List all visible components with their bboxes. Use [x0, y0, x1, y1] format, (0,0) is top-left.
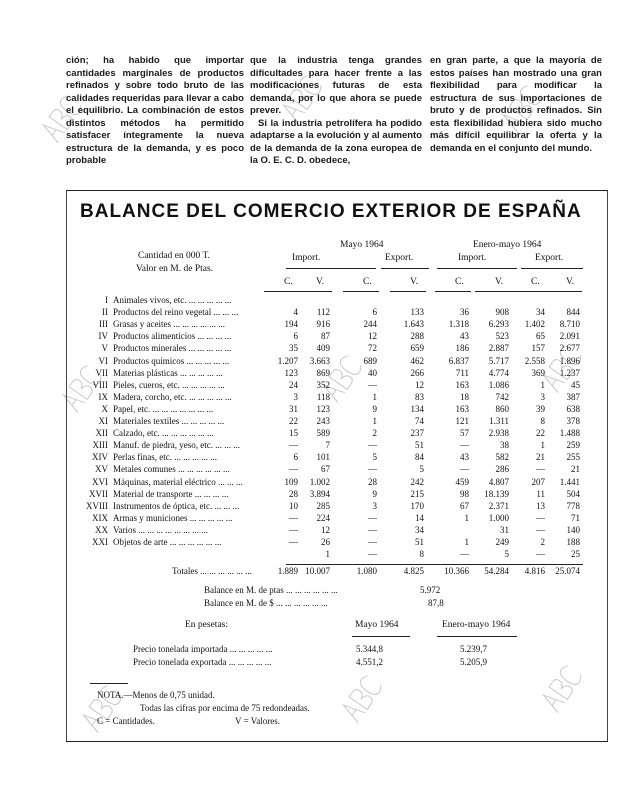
- cell-value: 504: [566, 488, 580, 499]
- cell-value: 43: [460, 331, 469, 342]
- cell-value: 25: [571, 549, 580, 560]
- rule: [296, 291, 332, 292]
- cell-value: 1: [372, 416, 377, 426]
- cell-value: 22: [289, 416, 298, 426]
- cell-value: 14: [415, 512, 424, 523]
- cell-value: 101: [316, 452, 330, 463]
- cell-value: 87: [321, 331, 330, 342]
- cell-value: 3.663: [309, 355, 330, 366]
- cell-value: 3: [372, 500, 377, 511]
- cell-value: 638: [566, 403, 580, 414]
- note: Todas las cifras por encima de 75 redondeadas.: [140, 703, 310, 713]
- cell-value: —: [368, 524, 377, 535]
- import-header: Import.: [292, 253, 321, 263]
- table-row: [80, 452, 590, 463]
- cell-value: 12: [415, 379, 424, 390]
- paragraph: ción; ha habido que importar cantidades marginales de productos refinados y sobre todo bruto de las calidades requeridas para llevar a cabo el equilibrio. La combinación de estos distintos métodos ha permitido satisfacer íntegramente la nueva estructura de la demanda, y es poco probable: [66, 55, 244, 166]
- table-title: BALANCE DEL COMERCIO EXTERIOR DE ESPAÑA: [80, 201, 582, 222]
- cell-value: —: [460, 440, 469, 451]
- cell-value: 778: [566, 500, 580, 511]
- cell-value: 121: [455, 416, 469, 426]
- table-row: [80, 392, 590, 403]
- row-label: Máquinas, material eléctrico ... ... ...: [113, 476, 243, 487]
- cell-value: 711: [455, 367, 469, 378]
- rule: [264, 291, 300, 292]
- row-label: Instrumentos de óptica, etc. ... ... ...: [113, 500, 240, 511]
- cell-value: 4.774: [488, 367, 509, 378]
- cell-value: —: [289, 524, 298, 535]
- cell-value: 286: [495, 464, 509, 475]
- cell-value: 1: [540, 379, 545, 390]
- row-number: IX: [98, 391, 108, 402]
- cell-value: 34: [536, 307, 545, 318]
- row-label: Varios ... ... ... ... ... ... ... ...: [113, 524, 208, 535]
- cell-value: 1.896: [559, 355, 580, 366]
- cell-value: 244: [363, 319, 377, 330]
- row-number: XX: [95, 524, 108, 535]
- cell-value: 188: [566, 537, 580, 547]
- divider: [66, 741, 608, 742]
- cell-value: 266: [410, 367, 424, 378]
- cell-value: 51: [415, 537, 424, 547]
- cell-value: —: [289, 464, 298, 475]
- cell-value: 13: [536, 500, 545, 511]
- cell-value: 1.086: [488, 379, 509, 390]
- table-row: [80, 416, 590, 427]
- period-jan-may: Enero-mayo 1964: [473, 240, 542, 250]
- total-value: 54.284: [484, 566, 509, 576]
- cell-value: —: [289, 537, 298, 547]
- cell-value: 18.139: [484, 488, 509, 499]
- cell-value: 6: [372, 307, 377, 318]
- row-label: Productos minerales ... ... ... ... ...: [113, 343, 232, 354]
- cell-value: 387: [566, 391, 580, 402]
- row-label: Armas y municiones ... ... ... ... ...: [113, 512, 233, 523]
- row-number: II: [102, 307, 108, 318]
- cell-value: —: [368, 440, 377, 451]
- rule: [90, 683, 128, 684]
- cell-value: 2.887: [488, 343, 509, 354]
- row-number: VII: [95, 367, 108, 378]
- cell-value: 1.000: [488, 512, 509, 523]
- cell-value: 1.441: [559, 476, 580, 487]
- row-label: Animales vivos, etc. ... ... ... ... ...: [113, 295, 232, 305]
- cell-value: 352: [316, 379, 330, 390]
- row-number: XIII: [92, 440, 108, 451]
- total-value: 25.074: [555, 566, 580, 576]
- cell-value: 163: [455, 403, 469, 414]
- cell-value: 1.311: [489, 416, 509, 426]
- cell-value: 844: [566, 307, 580, 318]
- row-number: VI: [98, 355, 108, 366]
- export-header: Export.: [535, 253, 564, 263]
- row-number: VIII: [92, 379, 108, 390]
- table-row: [80, 356, 590, 367]
- price-col-jan-may: Enero-mayo 1964: [442, 620, 511, 630]
- row-number: V: [101, 343, 108, 354]
- cell-value: —: [536, 512, 545, 523]
- note: NOTA.—Menos de 0,75 unidad.: [97, 690, 215, 700]
- cell-value: 72: [368, 343, 377, 354]
- cell-value: 916: [316, 319, 330, 330]
- col-header-quantity: C.: [363, 277, 372, 287]
- cell-value: 84: [415, 452, 424, 463]
- rule: [381, 268, 429, 269]
- cell-value: 6: [293, 452, 298, 463]
- paragraph: que la industria tenga grandes dificultades para hacer frente a las modificaciones futuras de esta demanda, por lo que ahora se puede prever.: [250, 55, 422, 116]
- cell-value: 24: [289, 379, 298, 390]
- cell-value: 34: [415, 524, 424, 535]
- cell-value: 67: [321, 464, 330, 475]
- cell-value: 10: [289, 500, 298, 511]
- cell-value: 26: [321, 537, 330, 547]
- row-label: Papel, etc. ... ... ... ... ... ... ...: [113, 403, 214, 414]
- cell-value: 43: [460, 452, 469, 463]
- cell-value: 123: [284, 367, 298, 378]
- cell-value: 38: [500, 440, 509, 451]
- cell-value: 224: [316, 512, 330, 523]
- cell-value: 39: [536, 403, 545, 414]
- row-label: Madera, corcho, etc. ... ... ... ... ...: [113, 391, 232, 402]
- table-row: [80, 331, 590, 342]
- cell-value: 249: [495, 537, 509, 547]
- cell-value: 523: [495, 331, 509, 342]
- cell-value: 40: [368, 367, 377, 378]
- table-row: [80, 440, 590, 451]
- cell-value: 459: [455, 476, 469, 487]
- cell-value: 12: [368, 331, 377, 342]
- total-value: 10.366: [444, 566, 469, 576]
- cell-value: 409: [316, 343, 330, 354]
- table-row: [80, 343, 590, 354]
- cell-value: 5: [419, 464, 424, 475]
- col-header-quantity: C.: [531, 277, 540, 287]
- cell-value: 140: [566, 524, 580, 535]
- cell-value: 74: [415, 416, 424, 426]
- row-number: XVIII: [86, 500, 108, 511]
- rule: [511, 291, 547, 292]
- paragraph: Si la industria petrolífera ha podido adaptarse a la evolución y al aumento de la demanda de la zona europea de la O. E. C. D. obedece,: [250, 117, 422, 166]
- rule: [343, 291, 379, 292]
- total-value: 1.889: [277, 566, 298, 576]
- cell-value: 67: [460, 500, 469, 511]
- cell-value: 1: [325, 549, 330, 560]
- row-label: Productos del reino vegetal ... ... ...: [113, 307, 239, 318]
- cell-value: 163: [455, 379, 469, 390]
- table-row: [80, 501, 590, 512]
- article-column-3: [430, 55, 602, 155]
- cell-value: 170: [410, 500, 424, 511]
- total-value: 10.007: [305, 566, 330, 576]
- cell-value: 1.207: [277, 355, 298, 366]
- cell-value: 7: [325, 440, 330, 451]
- cell-value: —: [289, 440, 298, 451]
- note: V = Valores.: [235, 716, 280, 726]
- row-number: XVII: [89, 488, 108, 499]
- pesetas-label: En pesetas:: [185, 620, 229, 630]
- cell-value: 112: [316, 307, 330, 318]
- row-label: Manuf. de piedra, yeso, etc. ... ... ...: [113, 440, 240, 451]
- cell-value: 5: [372, 452, 377, 463]
- cell-value: 118: [316, 391, 330, 402]
- row-number: III: [99, 319, 108, 330]
- cell-value: 71: [571, 512, 580, 523]
- price-export-janmay: 5.205,9: [460, 657, 487, 667]
- cell-value: 3: [293, 391, 298, 402]
- cell-value: 28: [289, 488, 298, 499]
- cell-value: 8: [419, 549, 424, 560]
- cell-value: 288: [410, 331, 424, 342]
- col-header-value: V.: [410, 277, 419, 287]
- cell-value: 98: [460, 488, 469, 499]
- row-label: Materiales textiles ... ... ... ... ...: [113, 416, 225, 426]
- cell-value: 109: [284, 476, 298, 487]
- col-header-value: V.: [566, 277, 575, 287]
- cell-value: 243: [316, 416, 330, 426]
- table-row: [80, 319, 590, 330]
- cell-value: 207: [531, 476, 545, 487]
- cell-value: 57: [460, 428, 469, 439]
- cell-value: 659: [410, 343, 424, 354]
- row-label: Pieles, cueros, etc. ... ... ... ... ...: [113, 379, 225, 390]
- cell-value: 6.837: [448, 355, 469, 366]
- cell-value: 1.643: [403, 319, 424, 330]
- cell-value: —: [536, 549, 545, 560]
- cell-value: —: [536, 464, 545, 475]
- cell-value: 3.894: [309, 488, 330, 499]
- cell-value: —: [368, 379, 377, 390]
- cell-value: —: [460, 549, 469, 560]
- table-row: [80, 464, 590, 475]
- unit-quantity: Cantidad en 000 T.: [138, 251, 210, 261]
- cell-value: 8: [540, 416, 545, 426]
- cell-value: 285: [316, 500, 330, 511]
- price-export-may: 4.551,2: [356, 657, 383, 667]
- row-number: X: [101, 403, 108, 414]
- price-export-label: Precio tonelada exportada ... ... ... ... ...: [133, 657, 272, 667]
- cell-value: 462: [410, 355, 424, 366]
- total-value: 4.825: [403, 566, 424, 576]
- import-header: Import.: [458, 253, 487, 263]
- cell-value: 2.091: [559, 331, 580, 342]
- cell-value: 2: [372, 428, 377, 439]
- row-label: Productos alimenticios ... ... ... ...: [113, 331, 232, 342]
- cell-value: 31: [289, 403, 298, 414]
- cell-value: 4.807: [488, 476, 509, 487]
- cell-value: 134: [410, 403, 424, 414]
- cell-value: 582: [495, 452, 509, 463]
- cell-value: 194: [284, 319, 298, 330]
- cell-value: —: [289, 512, 298, 523]
- row-number: XXI: [92, 537, 108, 547]
- cell-value: 1.318: [448, 319, 469, 330]
- cell-value: 36: [460, 307, 469, 318]
- cell-value: 4: [293, 307, 298, 318]
- cell-value: 237: [410, 428, 424, 439]
- cell-value: 21: [571, 464, 580, 475]
- cell-value: 242: [410, 476, 424, 487]
- table-row: [80, 380, 590, 391]
- cell-value: 133: [410, 307, 424, 318]
- rule: [286, 564, 583, 565]
- cell-value: 2.371: [488, 500, 509, 511]
- price-col-may: Mayo 1964: [355, 620, 399, 630]
- table-row: [80, 368, 590, 379]
- col-header-quantity: C.: [284, 277, 293, 287]
- cell-value: —: [460, 464, 469, 475]
- row-number: XIX: [92, 512, 108, 523]
- col-header-value: V.: [495, 277, 504, 287]
- table-row: [80, 537, 590, 548]
- row-number: XV: [95, 464, 108, 475]
- totals-row: [80, 566, 590, 577]
- col-header-quantity: C.: [455, 277, 464, 287]
- balance-ptas-value: 5.972: [420, 585, 441, 595]
- rule: [521, 268, 583, 269]
- row-label: Metales comunes ... ... ... ... ... ...: [113, 464, 230, 475]
- table-row: [80, 404, 590, 415]
- row-label: Objetos de arte ... ... ... ... ... ...: [113, 537, 222, 547]
- row-label: Productos químicos ... ... ... ... ...: [113, 355, 230, 366]
- cell-value: 6: [293, 331, 298, 342]
- cell-value: 259: [566, 440, 580, 451]
- cell-value: 1: [372, 391, 377, 402]
- table-row: [80, 307, 590, 318]
- total-value: 4.816: [524, 566, 545, 576]
- export-header: Export.: [385, 253, 414, 263]
- cell-value: 369: [531, 367, 545, 378]
- cell-value: 908: [495, 307, 509, 318]
- cell-value: 5.717: [488, 355, 509, 366]
- article-column-1: [66, 55, 244, 168]
- balance-ptas-label: Balance en M. de ptas ... ... ... ... ... ...: [204, 585, 338, 595]
- price-import-may: 5.344,8: [356, 644, 383, 654]
- rule: [390, 291, 426, 292]
- cell-value: 1.488: [559, 428, 580, 439]
- table-row: [80, 489, 590, 500]
- cell-value: 186: [455, 343, 469, 354]
- cell-value: 5: [504, 549, 509, 560]
- cell-value: 18: [460, 391, 469, 402]
- cell-value: 1.237: [559, 367, 580, 378]
- cell-value: 11: [536, 488, 545, 499]
- cell-value: 21: [536, 452, 545, 463]
- table-row: [80, 295, 590, 306]
- cell-value: 378: [566, 416, 580, 426]
- row-label: Material de transporte ... ... ... ...: [113, 488, 229, 499]
- cell-value: 860: [495, 403, 509, 414]
- table-row: [80, 525, 590, 536]
- table-row: [80, 549, 590, 560]
- cell-value: 51: [415, 440, 424, 451]
- row-number: XIV: [92, 452, 108, 463]
- table-row: [80, 513, 590, 524]
- cell-value: 1.402: [524, 319, 545, 330]
- cell-value: 1: [464, 512, 469, 523]
- rule: [437, 636, 517, 637]
- table-row: [80, 477, 590, 488]
- cell-value: —: [536, 524, 545, 535]
- rule: [475, 291, 511, 292]
- table-row: [80, 428, 590, 439]
- cell-value: 9: [372, 488, 377, 499]
- row-number: XII: [95, 428, 108, 439]
- paragraph: en gran parte, a que la mayoría de estos países han mostrado una gran flexibilidad para modificar la estructura de sus importaciones de bruto y de productos refinados. Sin esta flexibilidad hubiera sido mucho más difícil equilibrar la oferta y la demanda en el conjunto del mundo.: [430, 55, 602, 154]
- cell-value: 1: [464, 537, 469, 547]
- cell-value: 12: [321, 524, 330, 535]
- cell-value: 2.938: [488, 428, 509, 439]
- cell-value: 589: [316, 428, 330, 439]
- total-value: 1.080: [356, 566, 377, 576]
- cell-value: —: [368, 512, 377, 523]
- cell-value: 2: [540, 537, 545, 547]
- rule: [546, 291, 582, 292]
- rule: [437, 268, 517, 269]
- row-number: XI: [98, 416, 108, 426]
- row-label: Calzado, etc. ... ... ... ... ... ...: [113, 428, 214, 439]
- cell-value: 6.293: [488, 319, 509, 330]
- price-import-label: Precio tonelada importada ... ... ... ... ...: [133, 644, 273, 654]
- totals-label: Totales ... ... ... ... ... ...: [172, 566, 252, 576]
- col-header-value: V.: [316, 277, 325, 287]
- price-import-janmay: 5.239,7: [460, 644, 487, 654]
- cell-value: 28: [368, 476, 377, 487]
- rule: [352, 636, 410, 637]
- cell-value: 869: [316, 367, 330, 378]
- cell-value: —: [368, 537, 377, 547]
- row-number: I: [105, 295, 108, 305]
- cell-value: 65: [536, 331, 545, 342]
- note: C = Cantidades.: [97, 716, 155, 726]
- row-number: XVI: [92, 476, 108, 487]
- row-number: IV: [98, 331, 108, 342]
- cell-value: 15: [289, 428, 298, 439]
- row-label: Grasas y aceites ... ... ... ... ... ...: [113, 319, 225, 330]
- cell-value: 45: [571, 379, 580, 390]
- cell-value: 2.558: [524, 355, 545, 366]
- balance-usd-value: 87,8: [428, 598, 444, 608]
- cell-value: 689: [363, 355, 377, 366]
- row-label: Perlas finas, etc. ... ... ... ... ...: [113, 452, 217, 463]
- cell-value: 157: [531, 343, 545, 354]
- cell-value: 2.677: [559, 343, 580, 354]
- rule: [286, 268, 376, 269]
- cell-value: 1: [540, 440, 545, 451]
- cell-value: 31: [500, 524, 509, 535]
- cell-value: 83: [415, 391, 424, 402]
- period-may: Mayo 1964: [340, 240, 384, 250]
- cell-value: 35: [289, 343, 298, 354]
- cell-value: 8.710: [559, 319, 580, 330]
- cell-value: 3: [540, 391, 545, 402]
- cell-value: —: [368, 549, 377, 560]
- balance-usd-label: Balance en M. de $ ... ... ... ... ... ...: [204, 598, 328, 608]
- cell-value: —: [368, 464, 377, 475]
- cell-value: 9: [372, 403, 377, 414]
- cell-value: 22: [536, 428, 545, 439]
- cell-value: 742: [495, 391, 509, 402]
- cell-value: 1.002: [309, 476, 330, 487]
- unit-value: Valor en M. de Ptas.: [136, 264, 214, 274]
- cell-value: 255: [566, 452, 580, 463]
- row-label: Materias plásticas ... ... ... ... ...: [113, 367, 223, 378]
- cell-value: 123: [316, 403, 330, 414]
- rule: [435, 291, 471, 292]
- cell-value: 215: [410, 488, 424, 499]
- article-column-2: [250, 55, 422, 168]
